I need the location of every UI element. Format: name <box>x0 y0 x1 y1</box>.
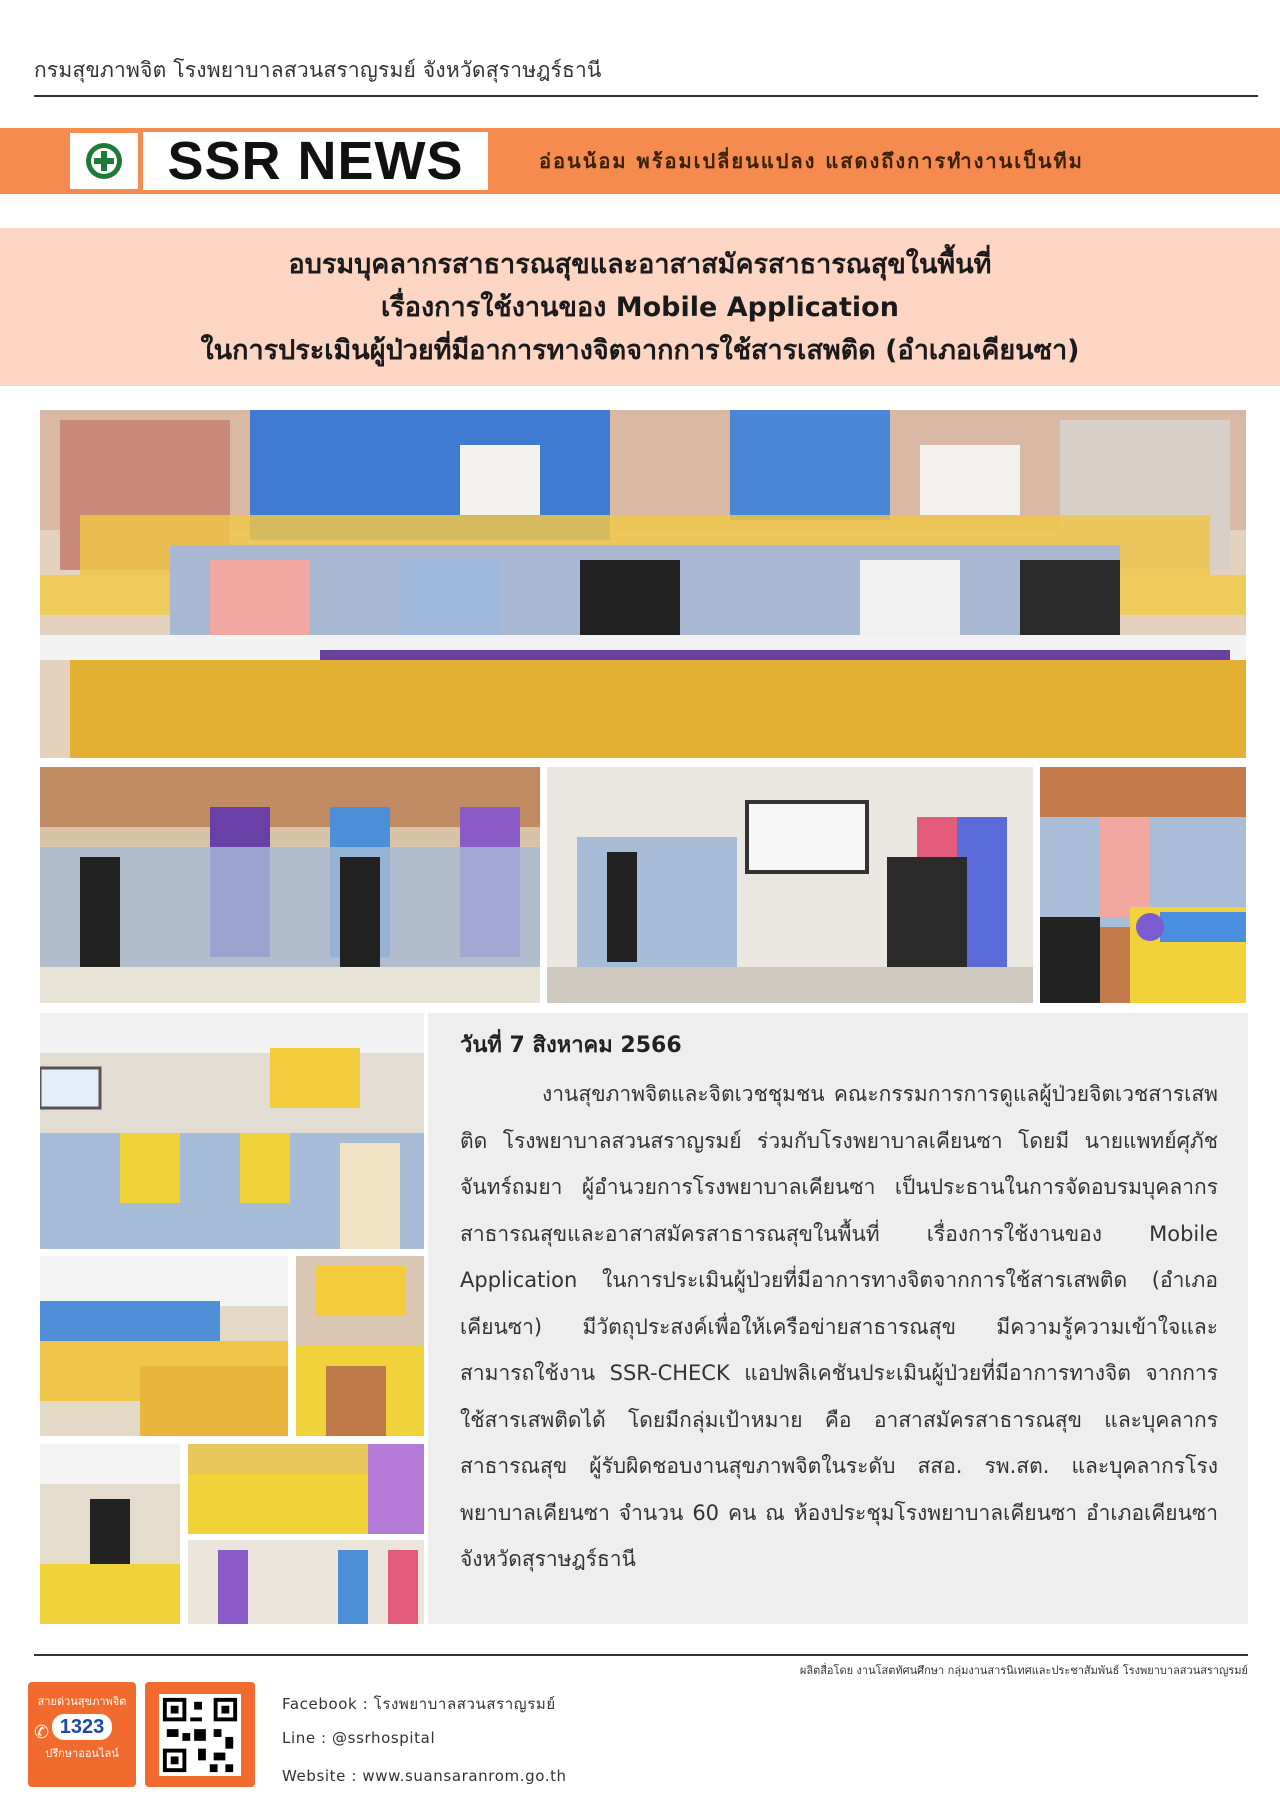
hotline-badge <box>28 1682 136 1787</box>
seminar-photo-3 <box>296 1256 424 1436</box>
team-photo-left <box>40 767 540 1003</box>
phone-icon: ✆ <box>34 1722 50 1743</box>
qr-code-icon <box>159 1694 241 1776</box>
hotline-subtext: ปรึกษาออนไลน์ <box>45 1747 119 1760</box>
group-photo-main <box>40 410 1246 758</box>
headline-line-1: อบรมบุคลากรสาธารณสุขและอาสาสมัครสาธารณสุขในพื้นที่ <box>288 248 992 280</box>
top-divider <box>34 95 1258 97</box>
line-link[interactable]: Line : @ssrhospital <box>282 1729 436 1747</box>
seminar-photo-4 <box>40 1444 180 1624</box>
seminar-photo-1 <box>40 1013 424 1249</box>
seminar-photo-6 <box>188 1540 424 1624</box>
article-body: งานสุขภาพจิตและจิตเวชชุมชน คณะกรรมการการดูแลผู้ป่วยจิตเวชสารเสพติด โรงพยาบาลสวนสราญรมย์ ร่วมกับโรงพยาบาลเคียนซา โดยมี นายแพทย์ศุภัช จันทร์ถมยา ผู้อำนวยการโรงพยาบาลเคียนซา เป็นประธานในการจัดอบรมบุคลากรสาธารณสุขและอาสาสมัครสาธารณสุขในพื้นที่ เรื่องการใช้งานของ Mobile Application ในการประเมินผู้ป่วยที่มีอาการทางจิตจากการใช้สารเสพติด (อำเภอเคียนซา) มีวัตถุประสงค์เพื่อให้เครือข่ายสาธารณสุข มีความรู้ความเข้าใจและสามารถใช้งาน SSR-CHECK แอปพลิเคชันประเมินผู้ป่วยที่มีอาการทางจิต จากการใช้สารเสพติดได้ โดยมีกลุ่มเป้าหมาย คือ อาสาสมัครสาธารณสุข และบุคลากรสาธารณสุข ผู้รับผิดชอบงานสุขภาพจิตในระดับ สสอ. รพ.สต. และบุคลากรโรงพยาบาลเคียนซา จำนวน 60 คน ณ ห้องประชุมโรงพยาบาลเคียนซา อำเภอเคียนซา จังหวัดสุราษฎร์ธานี <box>460 1082 1218 1571</box>
org-header: กรมสุขภาพจิต โรงพยาบาลสวนสราญรมย์ จังหวัดสุราษฎร์ธานี <box>34 58 602 82</box>
news-banner <box>0 128 1280 194</box>
banner-left-bar <box>0 128 495 194</box>
headline-line-2: เรื่องการใช้งานของ Mobile Application <box>381 291 899 323</box>
seminar-photo-2 <box>40 1256 288 1436</box>
article-date: วันที่ 7 สิงหาคม 2566 <box>460 1033 682 1058</box>
hotline-number: 1323 <box>52 1714 113 1740</box>
team-photo-center <box>547 767 1033 1003</box>
headline-box <box>0 228 1280 386</box>
article-panel <box>428 1013 1248 1624</box>
facebook-link[interactable]: Facebook : โรงพยาบาลสวนสราญรมย์ <box>282 1695 556 1713</box>
bottom-divider <box>34 1654 1248 1656</box>
seminar-photo-5 <box>188 1444 424 1534</box>
headline-line-3: ในการประเมินผู้ป่วยที่มีอาการทางจิตจากการใช้สารเสพติด (อำเภอเคียนซา) <box>200 334 1080 366</box>
ssr-news-title: SSR NEWS <box>143 132 488 190</box>
banner-slogan: อ่อนน้อม พร้อมเปลี่ยนแปลง แสดงถึงการทำงานเป็นทีม <box>495 128 1280 194</box>
website-link[interactable]: Website : www.suansaranrom.go.th <box>282 1767 567 1785</box>
qr-code-badge <box>145 1682 255 1787</box>
producer-credit: ผลิตสื่อโดย งานโสตทัศนศึกษา กลุ่มงานสารนิเทศและประชาสัมพันธ์ โรงพยาบาลสวนสราญรมย์ <box>799 1664 1248 1677</box>
hotline-label: สายด่วนสุขภาพจิต <box>37 1695 127 1708</box>
hospital-emblem-icon <box>70 133 138 189</box>
team-photo-right <box>1040 767 1246 1003</box>
